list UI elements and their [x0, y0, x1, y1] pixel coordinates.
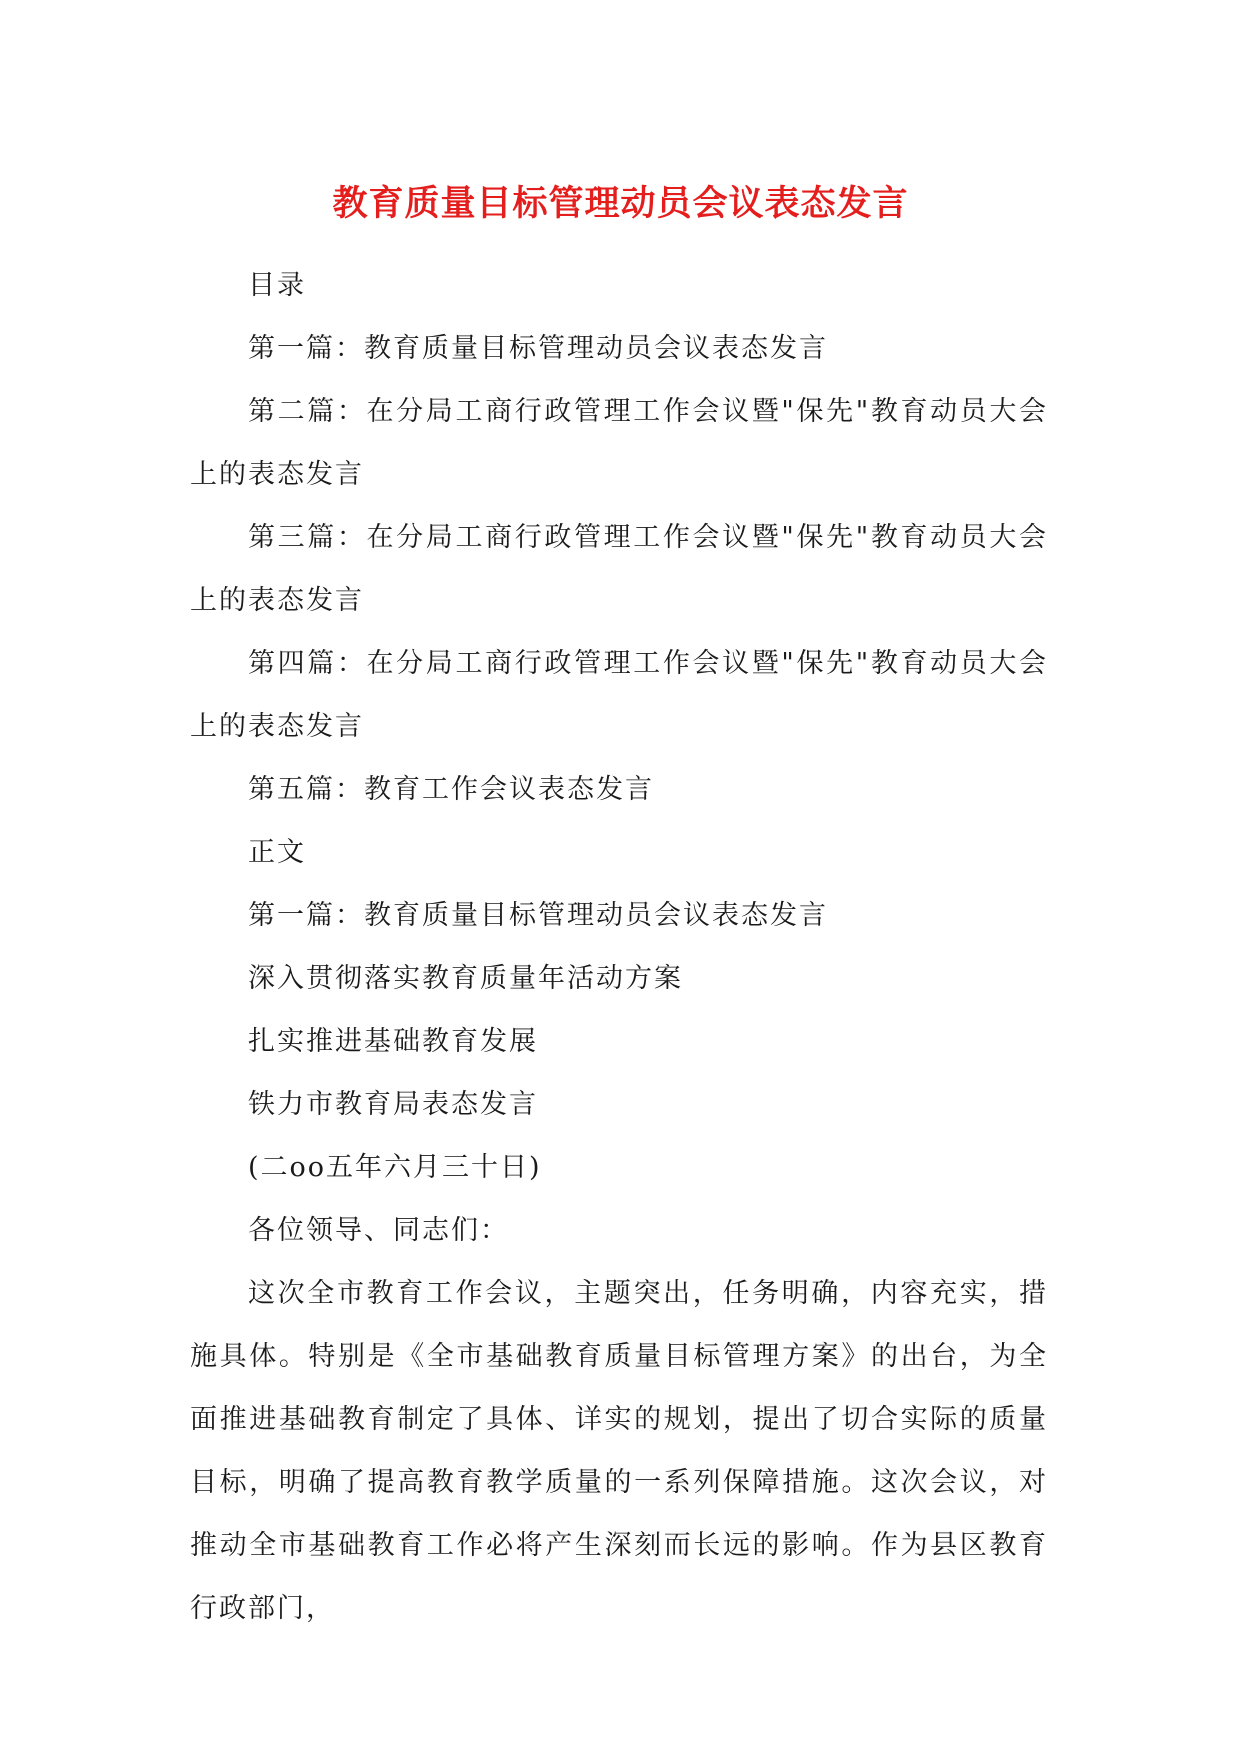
article-heading: 第一篇：教育质量目标管理动员会议表态发言 [248, 900, 828, 931]
article-salutation: 各位领导、同志们： [248, 1215, 509, 1246]
article-paragraph: 这次全市教育工作会议，主题突出，任务明确，内容充实，措施具体。特别是《全市基础教育质量目标管理方案》的出台，为全面推进基础教育制定了具体、详实的规划，提出了切合实际的质量目标，明确了提高教育教学质量的一系列保障措施。这次会议，对推动全市基础教育工作必将产生深刻而长远的影响。作为县区教育行政部门， [190, 1278, 1048, 1624]
toc-item-4: 第四篇：在分局工商行政管理工作会议暨"保先"教育动员大会上的表态发言 [190, 648, 1048, 742]
body-heading: 正文 [248, 837, 306, 868]
article-subtitle-2: 扎实推进基础教育发展 [248, 1026, 538, 1057]
toc-heading: 目录 [248, 270, 306, 301]
toc-item-2: 第二篇：在分局工商行政管理工作会议暨"保先"教育动员大会上的表态发言 [190, 396, 1048, 490]
document-body [190, 254, 1048, 1640]
toc-item-1: 第一篇：教育质量目标管理动员会议表态发言 [248, 333, 828, 364]
article-subtitle-1: 深入贯彻落实教育质量年活动方案 [248, 963, 683, 994]
document-title: 教育质量目标管理动员会议表态发言 [332, 183, 909, 224]
toc-item-5: 第五篇：教育工作会议表态发言 [248, 774, 654, 805]
article-date: (二oo五年六月三十日) [248, 1152, 542, 1183]
article-author: 铁力市教育局表态发言 [248, 1089, 538, 1120]
toc-item-3: 第三篇：在分局工商行政管理工作会议暨"保先"教育动员大会上的表态发言 [190, 522, 1048, 616]
